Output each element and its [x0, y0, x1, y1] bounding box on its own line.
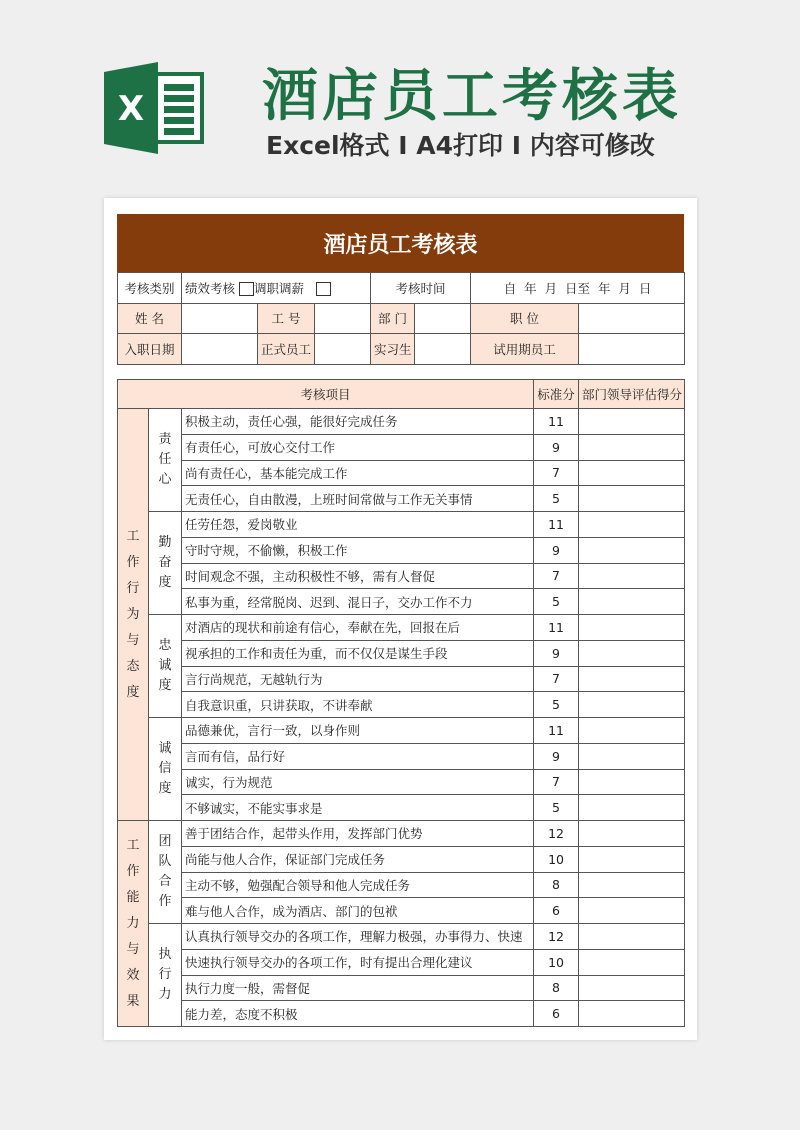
table-row: [118, 563, 685, 589]
group-label: [118, 409, 149, 821]
table-row: [118, 434, 685, 460]
standard-score: 8: [534, 975, 579, 1001]
criterion-text: 言而有信，品行好: [182, 743, 534, 769]
evaluation-score-cell[interactable]: [579, 615, 685, 641]
standard-score: 7: [534, 769, 579, 795]
criterion-text: 言行尚规范，无越轨行为: [182, 666, 534, 692]
evaluation-score-cell[interactable]: [579, 846, 685, 872]
standard-score: 11: [534, 409, 579, 435]
evaluation-score-cell[interactable]: [579, 743, 685, 769]
standard-score: 10: [534, 846, 579, 872]
criterion-text: 执行力度一般，需督促: [182, 975, 534, 1001]
position-label: 职 位: [471, 303, 579, 334]
page-subtitle: Excel格式 Ⅰ A4打印 Ⅰ 内容可修改: [266, 131, 655, 160]
table-row: [118, 949, 685, 975]
criterion-text: 主动不够，勉强配合领导和他人完成任务: [182, 872, 534, 898]
table-row: [118, 872, 685, 898]
probation-label: 试用期员工: [471, 334, 579, 365]
criterion-text: 私事为重，经常脱岗、迟到、混日子，交办工作不力: [182, 589, 534, 615]
standard-score: 11: [534, 615, 579, 641]
evaluation-score-cell[interactable]: [579, 949, 685, 975]
dept-label: 部 门: [371, 303, 415, 334]
evaluation-score-cell[interactable]: [579, 975, 685, 1001]
standard-score: 5: [534, 486, 579, 512]
subgroup-name: 忠诚度: [158, 638, 172, 693]
standard-score: 6: [534, 1001, 579, 1027]
time-value[interactable]: 自 年 月 日至 年 月 日: [471, 273, 685, 304]
svg-text:X: X: [117, 89, 145, 129]
criterion-text: 认真执行领导交办的各项工作，理解力极强，办事得力、快速: [182, 924, 534, 950]
id-label: 工 号: [258, 303, 315, 334]
evaluation-score-cell[interactable]: [579, 512, 685, 538]
standard-score: 10: [534, 949, 579, 975]
info-table: [117, 272, 685, 365]
join-date-label: 入职日期: [118, 334, 182, 365]
time-label: 考核时间: [371, 273, 471, 304]
table-row: [118, 975, 685, 1001]
intern-field[interactable]: [415, 334, 471, 365]
excel-logo-icon: [104, 62, 204, 154]
evaluation-score-cell[interactable]: [579, 563, 685, 589]
subgroup-name: 执行力: [158, 947, 172, 1002]
criterion-text: 难与他人合作，成为酒店、部门的包袱: [182, 898, 534, 924]
evaluation-score-cell[interactable]: [579, 1001, 685, 1027]
subgroup-name: 勤奋度: [158, 535, 172, 590]
criterion-text: 对酒店的现状和前途有信心，奉献在先，回报在后: [182, 615, 534, 641]
formal-label: 正式员工: [258, 334, 315, 365]
table-row: [118, 743, 685, 769]
standard-score: 7: [534, 563, 579, 589]
table-row: [118, 537, 685, 563]
standard-score: 7: [534, 666, 579, 692]
standard-score: 9: [534, 743, 579, 769]
table-row: [118, 1001, 685, 1027]
standard-score: 11: [534, 718, 579, 744]
standard-score: 12: [534, 821, 579, 847]
table-row: [118, 769, 685, 795]
page-title: 酒店员工考核表: [262, 64, 682, 129]
evaluation-score-cell[interactable]: [579, 821, 685, 847]
table-row: [118, 640, 685, 666]
criterion-text: 任劳任怨，爱岗敬业: [182, 512, 534, 538]
intern-label: 实习生: [371, 334, 415, 365]
subgroup-name: 责任心: [158, 432, 172, 487]
evaluation-score-cell[interactable]: [579, 537, 685, 563]
criterion-text: 守时守规，不偷懒，积极工作: [182, 537, 534, 563]
criterion-text: 诚实，行为规范: [182, 769, 534, 795]
evaluation-score-cell[interactable]: [579, 409, 685, 435]
evaluation-score-cell[interactable]: [579, 640, 685, 666]
subgroup-name: 诚信度: [158, 741, 172, 796]
assessment-table: [117, 379, 685, 1027]
evaluation-score-cell[interactable]: [579, 795, 685, 821]
option-performance-label: 绩效考核: [185, 280, 236, 296]
criterion-text: 善于团结合作，起带头作用，发挥部门优势: [182, 821, 534, 847]
table-row: [118, 486, 685, 512]
group-label: [118, 821, 149, 1027]
table-row: [118, 512, 685, 538]
category-options: [182, 273, 371, 304]
position-field[interactable]: [579, 303, 685, 334]
evaluation-score-cell[interactable]: [579, 769, 685, 795]
option-transfer-label: 调职调薪: [254, 280, 305, 296]
subgroup-label: [149, 615, 182, 718]
table-row: [118, 666, 685, 692]
evaluation-score-cell[interactable]: [579, 434, 685, 460]
subgroup-label: [149, 924, 182, 1027]
evaluation-score-cell[interactable]: [579, 924, 685, 950]
standard-score: 5: [534, 795, 579, 821]
table-row: [118, 460, 685, 486]
group-name: 工作能力与效果: [126, 837, 140, 1009]
table-row: [118, 846, 685, 872]
table-row: [118, 821, 685, 847]
standard-score: 12: [534, 924, 579, 950]
table-row: [118, 692, 685, 718]
id-field[interactable]: [315, 303, 371, 334]
formal-field[interactable]: [315, 334, 371, 365]
subgroup-label: [149, 409, 182, 512]
evaluation-score-cell[interactable]: [579, 898, 685, 924]
table-row: [118, 615, 685, 641]
name-field[interactable]: [182, 303, 258, 334]
standard-score: 9: [534, 537, 579, 563]
evaluation-score-cell[interactable]: [579, 460, 685, 486]
table-row: [118, 589, 685, 615]
table-row: [118, 795, 685, 821]
header-std: 标准分: [534, 380, 579, 409]
standard-score: 11: [534, 512, 579, 538]
dept-field[interactable]: [415, 303, 471, 334]
evaluation-score-cell[interactable]: [579, 589, 685, 615]
criterion-text: 无责任心，自由散漫，上班时间常做与工作无关事情: [182, 486, 534, 512]
name-label: 姓 名: [118, 303, 182, 334]
criterion-text: 不够诚实，不能实事求是: [182, 795, 534, 821]
criterion-text: 视承担的工作和责任为重，而不仅仅是谋生手段: [182, 640, 534, 666]
criterion-text: 能力差，态度不积极: [182, 1001, 534, 1027]
performance-checkbox[interactable]: [239, 282, 254, 296]
criterion-text: 有责任心，可放心交付工作: [182, 434, 534, 460]
subgroup-label: [149, 512, 182, 615]
probation-field[interactable]: [579, 334, 685, 365]
category-label: 考核类别: [118, 273, 182, 304]
transfer-checkbox[interactable]: [316, 282, 331, 296]
subgroup-name: 团队合作: [158, 834, 172, 909]
evaluation-score-cell[interactable]: [579, 718, 685, 744]
evaluation-score-cell[interactable]: [579, 692, 685, 718]
table-row: [118, 898, 685, 924]
join-date-field[interactable]: [182, 334, 258, 365]
standard-score: 9: [534, 434, 579, 460]
criterion-text: 自我意识重，只讲获取，不讲奉献: [182, 692, 534, 718]
header-score: 部门领导评估得分: [579, 380, 685, 409]
standard-score: 9: [534, 640, 579, 666]
criterion-text: 尚能与他人合作，保证部门完成任务: [182, 846, 534, 872]
criterion-text: 积极主动，责任心强，能很好完成任务: [182, 409, 534, 435]
table-row: [118, 409, 685, 435]
evaluation-score-cell[interactable]: [579, 486, 685, 512]
standard-score: 5: [534, 692, 579, 718]
evaluation-score-cell[interactable]: [579, 872, 685, 898]
evaluation-score-cell[interactable]: [579, 666, 685, 692]
subgroup-label: [149, 821, 182, 924]
criterion-text: 快速执行领导交办的各项工作，时有提出合理化建议: [182, 949, 534, 975]
subgroup-label: [149, 718, 182, 821]
group-name: 工作行为与态度: [126, 528, 140, 700]
standard-score: 8: [534, 872, 579, 898]
table-row: [118, 924, 685, 950]
criterion-text: 时间观念不强，主动积极性不够，需有人督促: [182, 563, 534, 589]
table-row: [118, 718, 685, 744]
standard-score: 6: [534, 898, 579, 924]
standard-score: 5: [534, 589, 579, 615]
sheet-title: 酒店员工考核表: [117, 214, 684, 272]
standard-score: 7: [534, 460, 579, 486]
criterion-text: 尚有责任心，基本能完成工作: [182, 460, 534, 486]
criterion-text: 品德兼优，言行一致，以身作则: [182, 718, 534, 744]
header-item: 考核项目: [118, 380, 534, 409]
